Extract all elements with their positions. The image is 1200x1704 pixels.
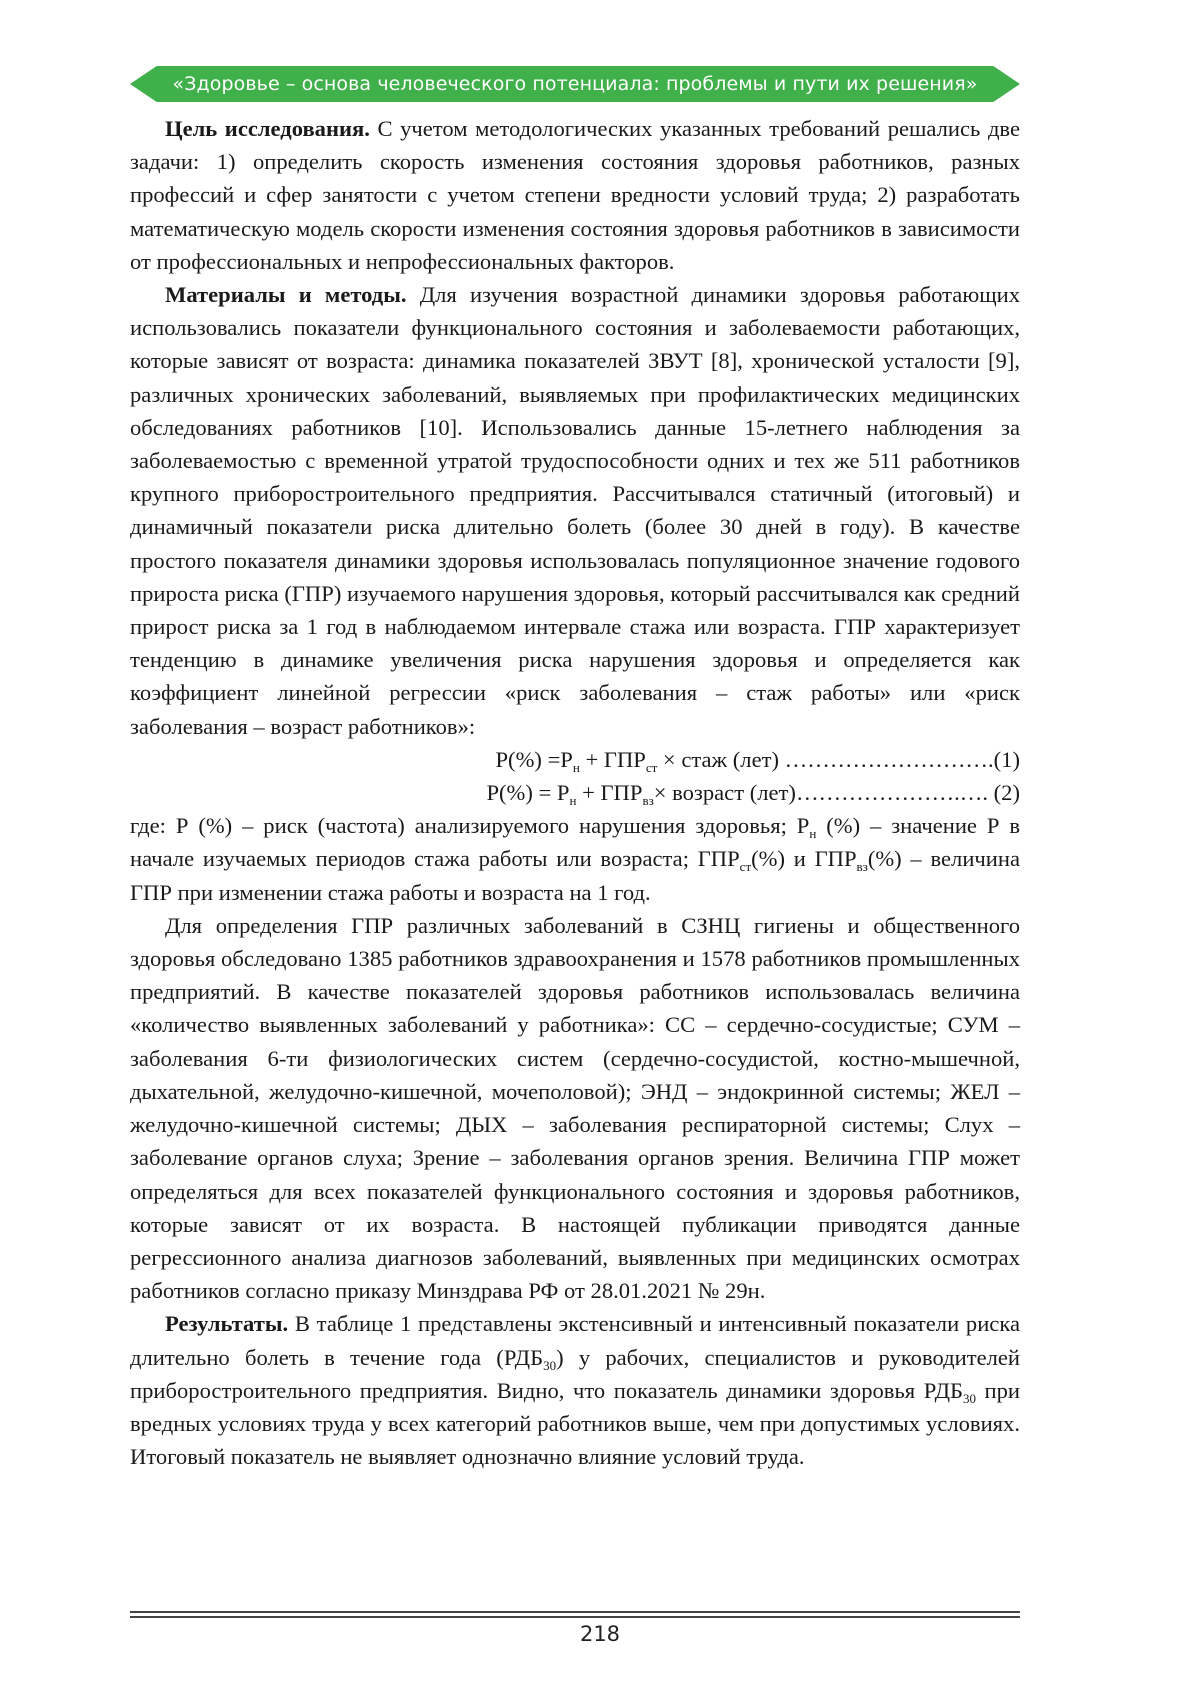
formula-2-part-b: + ГПР [576, 780, 642, 805]
methods-paragraph [130, 278, 1020, 743]
results-text-3: при вредных условиях труда у всех категорий работников выше, чем при допустимых условиях. Итоговый показатель не выявляет однозначно влияние условий труда. [130, 1378, 1020, 1469]
formula-1-sub-st: ст [646, 760, 657, 775]
where-paragraph [130, 809, 1020, 909]
goal-paragraph [130, 112, 1020, 278]
methods-heading: Материалы и методы. [165, 282, 407, 307]
running-title-banner [130, 66, 1020, 102]
results-sub-30-b: 30 [963, 1391, 976, 1406]
formula-2-part-c: × возраст (лет)………………….…. (2) [654, 780, 1020, 805]
where-sub-n: н [809, 826, 816, 841]
page-number: 218 [0, 1622, 1200, 1646]
formula-1-sub-n: н [573, 760, 580, 775]
formula-2-sub-n: н [569, 793, 576, 808]
definitions-paragraph: Для определения ГПР различных заболеваний в СЗНЦ гигиены и общественного здоровья обследовано 1385 работников здравоохранения и 1578 работников промышленных предприятий. В качестве показателей здоровья работников использовалась величина «количество выявленных заболеваний у работника»: СС – сердечно-сосудистые; СУМ – заболевания 6-ти физиологических систем (сердечно-сосудистой, костно-мышечной, дыхательной, желудочно-кишечной, мочеполовой); ЭНД – эндокринной системы; ЖЕЛ – желудочно-кишечной системы; ДЫХ – заболевания респираторной системы; Слух – заболевание органов слуха; Зрение – заболевания органов зрения. Величина ГПР может определяться для всех показателей функционального состояния и здоровья работников, которые зависят от их возраста. В настоящей публикации приводятся данные регрессионного анализа диагнозов заболеваний, выявленных при медицинских осмотрах работников согласно приказу Минздрава РФ от 28.01.2021 № 29н. [130, 909, 1020, 1307]
where-sub-st: ст [740, 859, 751, 874]
results-heading: Результаты. [165, 1311, 288, 1336]
where-text-3: (%) и ГПР [751, 846, 856, 871]
body-text [130, 112, 1020, 1473]
goal-heading: Цель исследования. [165, 116, 370, 141]
methods-text: Для изучения возрастной динамики здоровья работающих использовались показатели функционального состояния и заболеваемости работающих, которые зависят от возраста: динамика показателей ЗВУТ [8], хронической усталости [9], различных хронических заболеваний, выявляемых при профилактических медицинских обследованиях работников [10]. Использовались данные 15-летнего наблюдения за заболеваемостью с временной утратой трудоспособности одних и тех же 511 работников крупного приборостроительного предприятия. Рассчитывался статичный (итоговый) и динамичный показатели риска длительно болеть (более 30 дней в году). В качестве простого показателя динамики здоровья использовалась популяционное значение годового прироста риска (ГПР) изучаемого нарушения здоровья, который рассчитывался как средний прирост риска за 1 год в наблюдаемом интервале стажа или возраста. ГПР характеризует тенденцию в динамике увеличения риска нарушения здоровья и определяется как коэффициент линейной регрессии «риск заболевания – стаж работы» или «риск заболевания – возраст работников»: [130, 282, 1020, 739]
formula-1 [130, 743, 1020, 776]
where-text-1: где: Р (%) – риск (частота) анализируемого нарушения здоровья; Р [130, 813, 809, 838]
where-text-4: (%) – величина ГПР при изменении стажа работы и возраста на 1 год. [130, 846, 1020, 904]
goal-text: С учетом методологических указанных требований решались две задачи: 1) определить скорость изменения состояния здоровья работников, разных профессий и сфер занятости с учетом степени вредности условий труда; 2) разработать математическую модель скорости изменения состояния здоровья работников в зависимости от профессиональных и непрофессиональных факторов. [130, 116, 1020, 274]
where-text-2: (%) – значение Р в начале изучаемых периодов стажа работы или возраста; ГПР [130, 813, 1020, 871]
formula-1-part-a: Р(%) =Р [495, 747, 572, 772]
results-text-2: ) у рабочих, специалистов и руководителей приборостроительного предприятия. Видно, что показатель динамики здоровья РДБ [130, 1345, 1020, 1403]
footer-rule-bottom [130, 1616, 1020, 1618]
results-paragraph [130, 1307, 1020, 1473]
results-text-1: В таблице 1 представлены экстенсивный и интенсивный показатели риска длительно болеть в течение года (РДБ [130, 1311, 1020, 1369]
formula-2-sub-vz: вз [642, 793, 653, 808]
formula-2-part-a: Р(%) = Р [486, 780, 569, 805]
formula-1-part-c: × стаж (лет) ……………………….(1) [657, 747, 1020, 772]
running-title: «Здоровье – основа человеческого потенциала: проблемы и пути их решения» [173, 73, 978, 95]
results-sub-30-a: 30 [543, 1358, 556, 1373]
formula-1-part-b: + ГПР [580, 747, 646, 772]
footer-rule-top [130, 1611, 1020, 1613]
formula-2 [130, 776, 1020, 809]
where-sub-vz: вз [857, 859, 868, 874]
